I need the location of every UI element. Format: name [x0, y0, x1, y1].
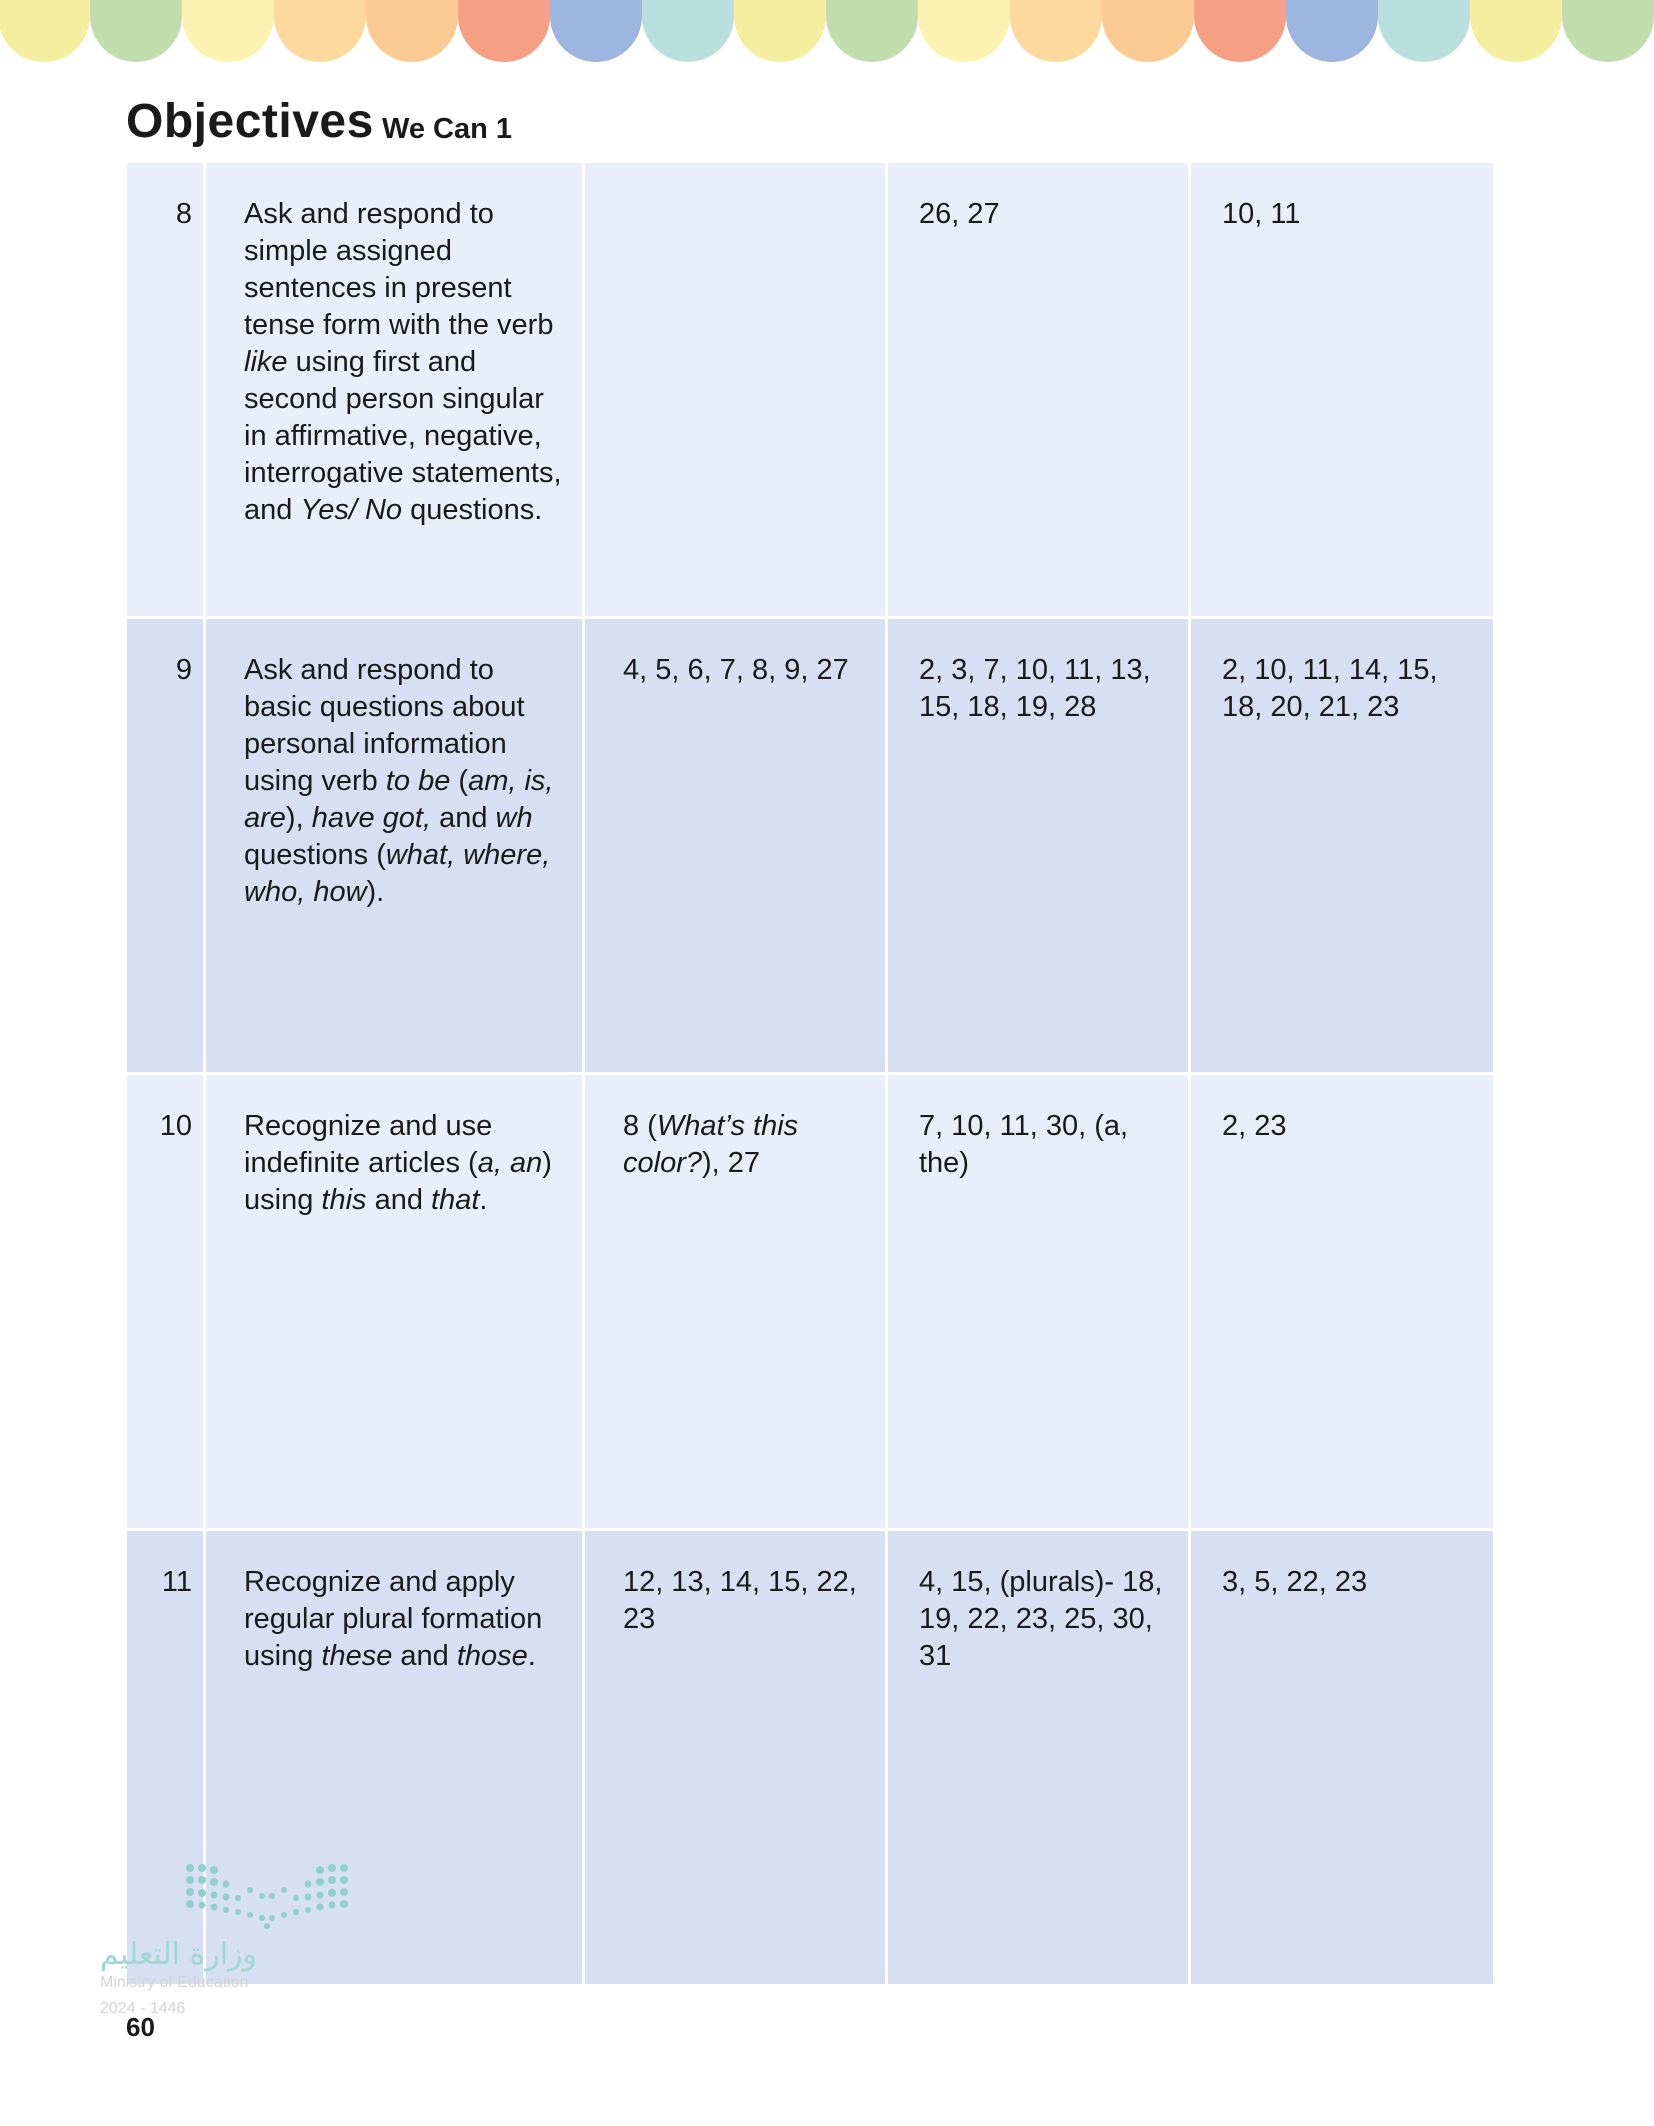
objective-text: Ask and respond to basic questions about personal information using verb to be (am, is, are), have got, and wh questions (what, where, who, how). [244, 654, 554, 908]
scallop-shape [182, 0, 274, 62]
scallop-shape [458, 0, 550, 62]
pages-column-a: 12, 13, 14, 15, 22, 23 [623, 1566, 857, 1635]
pages-column-b: 2, 3, 7, 10, 11, 13, 15, 18, 19, 28 [919, 654, 1151, 723]
logo-year-text: 2024 - 1446 [100, 2000, 186, 2017]
table-row [127, 160, 1493, 616]
column-divider [582, 1528, 585, 1984]
scalloped-border [0, 0, 1654, 64]
column-divider [885, 1072, 888, 1528]
scallop-shape [90, 0, 182, 62]
logo-arabic-text: وزارة التعليم [100, 1937, 258, 1972]
objective-number: 10 [159, 1110, 192, 1142]
objective-text: Recognize and use indefinite articles (a, an) using this and that. [244, 1110, 552, 1216]
pages-column-a [623, 160, 873, 616]
pages-column-b: 4, 15, (plurals)- 18, 19, 22, 23, 25, 30, 31 [919, 1566, 1163, 1672]
column-divider [1188, 616, 1191, 1072]
scallop-shape [0, 0, 90, 62]
scallop-shape [366, 0, 458, 62]
page-title: Objectives [126, 95, 374, 148]
scallop-shape [1470, 0, 1562, 62]
column-divider [203, 160, 206, 616]
pages-column-a: 4, 5, 6, 7, 8, 9, 27 [623, 654, 849, 686]
column-divider [1188, 1528, 1191, 1984]
scallop-shape [1010, 0, 1102, 62]
scallop-shape [1286, 0, 1378, 62]
scallop-shape [1194, 0, 1286, 62]
objective-text: Ask and respond to simple assigned sentences in present tense form with the verb like using first and second person singular in affirmative, negative, interrogative statements, and Yes/ No questions. [244, 198, 562, 526]
objective-text: Recognize and apply regular plural formation using these and those. [244, 1566, 543, 1672]
pages-column-c: 2, 10, 11, 14, 15, 18, 20, 21, 23 [1222, 654, 1438, 723]
pages-column-c: 10, 11 [1222, 198, 1301, 230]
column-divider [1188, 1072, 1191, 1528]
page-number: 60 [126, 2012, 155, 2042]
column-divider [885, 1528, 888, 1984]
pages-column-c: 3, 5, 22, 23 [1222, 1566, 1368, 1598]
scallop-shape [1378, 0, 1470, 62]
pages-column-a: 8 (What’s this color?), 27 [623, 1110, 799, 1179]
pages-column-c: 2, 23 [1222, 1110, 1287, 1142]
page-subtitle: We Can 1 [382, 113, 513, 145]
table-row [127, 1072, 1493, 1528]
column-divider [1188, 160, 1191, 616]
scallop-shape [1562, 0, 1654, 62]
column-divider [582, 160, 585, 616]
column-divider [582, 616, 585, 1072]
objective-number: 8 [175, 198, 192, 230]
scallop-shape [642, 0, 734, 62]
logo-english-text: Ministry of Education [100, 1974, 249, 1991]
table-row [127, 616, 1493, 1072]
column-divider [582, 1072, 585, 1528]
objectives-table [127, 160, 1493, 1984]
scallop-shape [734, 0, 826, 62]
scallop-shape [826, 0, 918, 62]
column-divider [203, 1072, 206, 1528]
column-divider [203, 616, 206, 1072]
column-divider [885, 160, 888, 616]
scallop-shape [550, 0, 642, 62]
objective-number: 11 [161, 1566, 192, 1598]
pages-column-b: 26, 27 [919, 198, 1000, 230]
scallop-shape [1102, 0, 1194, 62]
scallop-shape [274, 0, 366, 62]
scallop-shape [918, 0, 1010, 62]
pages-column-b: 7, 10, 11, 30, (a, the) [919, 1110, 1129, 1179]
objective-number: 9 [175, 654, 192, 686]
column-divider [885, 616, 888, 1072]
